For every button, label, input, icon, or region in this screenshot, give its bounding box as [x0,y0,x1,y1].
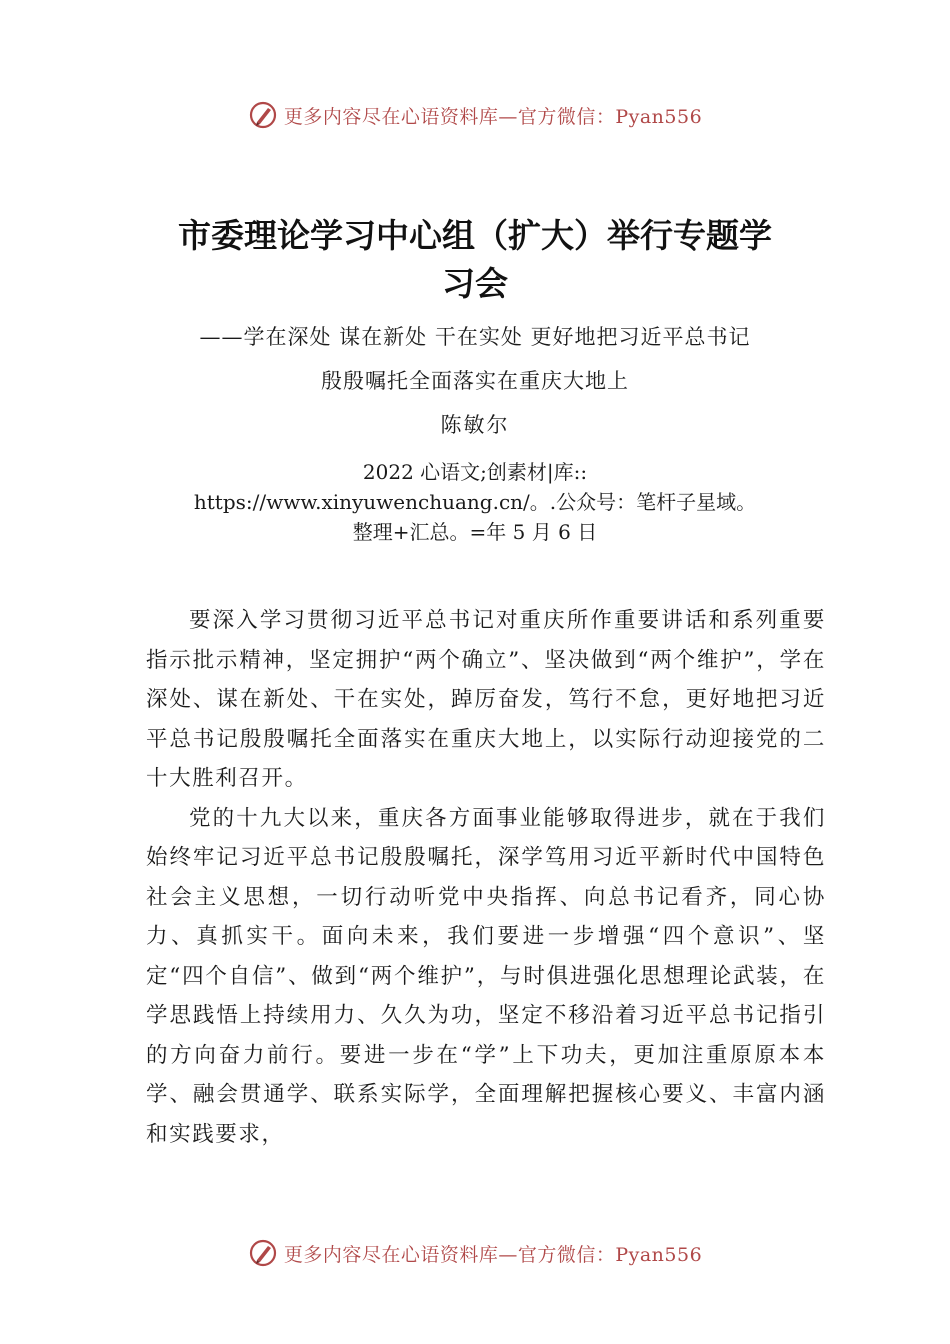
source-line-2: https://www.xinyuwenchuang.cn/。.公众号：笔杆子星域。 [193,490,757,514]
source-info [120,457,830,547]
footer-banner [0,1233,950,1273]
author-name: 陈敏尔 [440,413,510,437]
title-line-1: 市委理论学习中心组（扩大）举行专题学 [178,216,772,255]
pen-logo-icon [248,100,278,130]
pen-logo-icon [248,1238,278,1268]
title-line-2: 习会 [442,264,508,303]
article-title [140,212,810,308]
source-line-1: 2022 心语文;创素材|库:: [362,460,588,484]
source-line-3: 整理+汇总。=年 5 月 6 日 [352,520,598,544]
subtitle-line-1: ——学在深处 谋在新处 干在实处 更好地把习近平总书记 [199,325,751,349]
subtitle-line-2: 殷殷嘱托全面落实在重庆大地上 [321,369,629,393]
article-body [146,601,826,1154]
header-banner [0,95,950,135]
paragraph-2: 党的十九大以来，重庆各方面事业能够取得进步，就在于我们始终牢记习近平总书记殷殷嘱托，深学笃用习近平新时代中国特色社会主义思想，一切行动听党中央指挥、向总书记看齐，同心协力、真抓实干。面向未来，我们要进一步增强“四个意识”、坚定“四个自信”、做到“两个维护”，与时俱进强化思想理论武装，在学思践悟上持续用力、久久为功，坚定不移沿着习近平总书记指引的方向奋力前行。要进一步在“学”上下功夫，更加注重原原本本学、融会贯通学、联系实际学，全面理解把握核心要义、丰富内涵和实践要求， [146,805,826,1147]
footer-banner-text: 更多内容尽在心语资料库—官方微信：Pyan556 [283,1243,703,1266]
paragraph-1: 要深入学习贯彻习近平总书记对重庆所作重要讲话和系列重要指示批示精神，坚定拥护“两个确立”、坚决做到“两个维护”，学在深处、谋在新处、干在实处，踔厉奋发，笃行不怠，更好地把习近平总书记殷殷嘱托全面落实在重庆大地上，以实际行动迎接党的二十大胜利召开。 [146,608,826,791]
header-banner-text: 更多内容尽在心语资料库—官方微信：Pyan556 [283,105,703,128]
